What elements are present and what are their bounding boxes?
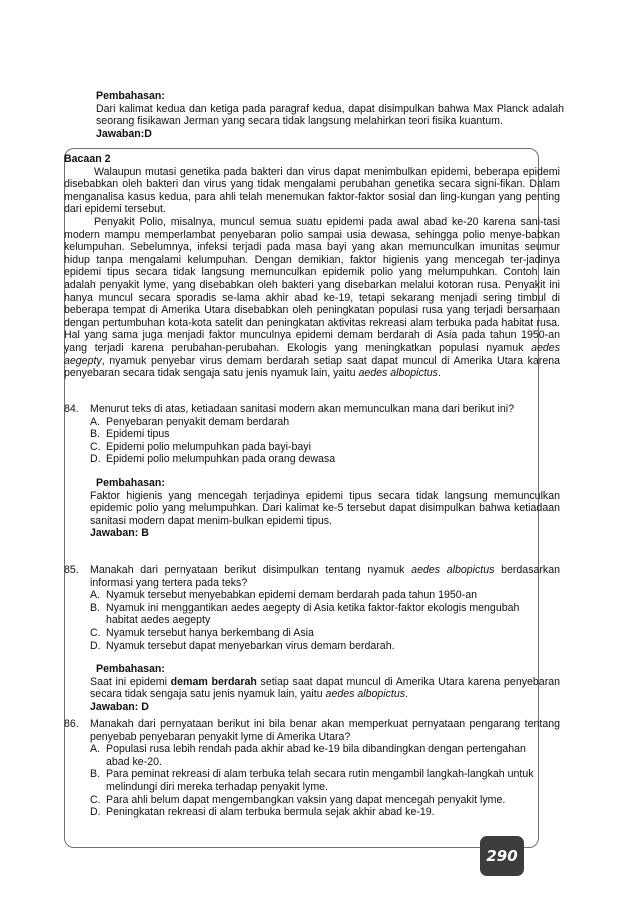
top-discussion-heading: Pembahasan: (96, 90, 165, 102)
option-c[interactable] (90, 794, 560, 807)
discussion-text (90, 676, 560, 701)
option-d[interactable] (90, 640, 560, 653)
question-86-stem (64, 718, 560, 743)
page-number: 290 (480, 836, 524, 876)
question-85 (64, 564, 560, 714)
top-discussion-answer: Jawaban:D (96, 127, 152, 140)
option-letter: A. (90, 415, 101, 428)
option-letter: A. (90, 589, 101, 602)
reading-p2-text-a: Penyakit Polio, misalnya, muncul semua suatu epidemi pada awal abad ke-20 karena sani-tasi modern mampu memperlambat penyebaran polio sampai usia dewasa, sehingga polio menye-babkan kelumpuhan. Sebelumnya, infeksi terjadi pada masa bayi yang akan memunculkan imunitas seumur hidup tanpa mengalami kelumpuhan. Dengan demikian, faktor higienis yang mencegah ter-jadinya epidemi tipus secara tidak langsung memunculkan epidemik polio yang melumpuhkan. Contoh lain adalah penyakit lyme, yang disebabkan oleh bakteri yang disebarkan melalui kotoran rusa. Penyakit ini hanya muncul secara sporadis se-lama akhir abad ke-19, tetapi sekarang menjadi sering timbul di beberapa tempat di Amerika Utara disebabkan oleh peningkatan populasi rusa yang terjadi bersamaan dengan pertumbuhan kota-kota satelit dan peningkatan aktivitas rekreasi alam terbuka pada habitat rusa. Hal yang sama juga menjadi faktor munculnya epidemi demam berdarah di Asia pada tahun 1950-an yang terjadi karena perubahan-perubahan. Ekologis yang meningkatkan populasi nyamuk (64, 215, 560, 354)
option-letter: D. (90, 806, 101, 819)
question-text: Menurut teks di atas, ketiadaan sanitasi modern akan memunculkan mana dari berikut ini? (90, 403, 514, 415)
discussion-end: . (405, 688, 409, 701)
option-text: Peningkatan rekreasi di alam terbuka bermula sejak akhir abad ke-19. (106, 806, 435, 819)
top-discussion (96, 90, 564, 140)
option-text: Epidemi tipus (106, 428, 170, 441)
reading-p2-end: . (437, 367, 441, 380)
option-text: Epidemi polio melumpuhkan pada orang dewasa (106, 453, 336, 466)
option-text: Nyamuk ini menggantikan aedes aegepty di Asia ketika faktor-faktor ekologis mengubah habitat aedes aegepty (106, 601, 520, 627)
question-text (90, 564, 560, 589)
discussion-answer: Jawaban: D (90, 700, 149, 713)
question-species: aedes albopictus (411, 564, 495, 576)
option-text: Epidemi polio melumpuhkan pada bayi-bayi (106, 440, 311, 453)
option-c[interactable] (90, 627, 560, 640)
reading-passage (64, 153, 560, 380)
discussion-84 (90, 477, 560, 540)
discussion-85 (90, 663, 560, 713)
option-letter: D. (90, 639, 101, 652)
option-letter: D. (90, 453, 101, 466)
reading-p2-text-b: , nyamuk penyebar virus demam berdarah setiap saat dapat muncul di Amerika Utara karena penyebaran secara tidak sengaja satu jenis nyamuk lain, yaitu (64, 354, 560, 380)
question-number: 86. (64, 718, 79, 730)
answer-options (90, 743, 560, 819)
option-text: Populasi rusa lebih rendah pada akhir abad ke-19 bila dibandingkan dengan pertengahan abad ke-20. (106, 743, 526, 768)
option-a[interactable] (90, 416, 560, 429)
option-b[interactable] (90, 768, 540, 793)
question-text-b: berdasarkan informasi yang tertera pada teks? (90, 564, 560, 589)
question-text-a: Manakah dari pernyataan berikut disimpulkan tentang nyamuk (90, 564, 412, 576)
discussion-text-a: Saat ini epidemi (90, 675, 171, 688)
question-84-stem (64, 403, 560, 416)
discussion-heading: Pembahasan: (96, 663, 165, 676)
question-85-stem (64, 564, 560, 589)
option-b[interactable] (90, 428, 560, 441)
option-d[interactable] (90, 806, 560, 819)
reading-paragraph-1: Walaupun mutasi genetika pada bakteri dan virus dapat menimbulkan epidemi, beberapa epidemi disebabkan oleh bakteri dan virus yang tidak mengalami perubahan genetika secara signi-fikan. Dalam menganalisa kasus kedua, para ahli telah menemukan faktor-faktor sosial dan ling-kungan yang penting dari epidemi tersebut. (64, 165, 560, 216)
question-text: Manakah dari pernyataan berikut ini bila benar akan memperkuat pernyataan pengarang tentang penyebab penyebaran penyakit lyme di Amerika Utara? (90, 718, 560, 743)
discussion-species: aedes albopictus (325, 688, 406, 701)
option-a[interactable] (90, 743, 540, 768)
question-86 (64, 718, 560, 819)
option-letter: C. (90, 626, 101, 639)
top-discussion-text: Dari kalimat kedua dan ketiga pada paragraf kedua, dapat disimpulkan bahwa Max Planck adalah seorang fisikawan Jerman yang secara tidak langsung melahirkan teori fisika kuantum. (96, 102, 564, 128)
reading-paragraph-2 (64, 216, 560, 380)
option-letter: A. (90, 743, 101, 756)
reading-p2-species-1: aedes aegepty (64, 341, 560, 367)
option-letter: B. (90, 601, 101, 614)
option-b[interactable] (90, 602, 530, 627)
answer-options (90, 416, 560, 466)
option-text: Para peminat rekreasi di alam terbuka telah secara rutin mengambil langkah-langkah untuk melindungi diri mereka terhadap penyakit lyme. (106, 768, 534, 793)
option-letter: C. (90, 793, 101, 806)
reading-title: Bacaan 2 (64, 153, 111, 165)
answer-options (90, 589, 560, 652)
discussion-heading: Pembahasan: (96, 476, 165, 489)
option-a[interactable] (90, 589, 560, 602)
option-text: Penyebaran penyakit demam berdarah (106, 415, 290, 428)
option-letter: B. (90, 768, 101, 781)
discussion-highlight: demam berdarah (170, 675, 257, 688)
option-letter: B. (90, 428, 101, 441)
option-text: Nyamuk tersebut menyebabkan epidemi demam berdarah pada tahun 1950-an (106, 589, 478, 602)
option-text: Nyamuk tersebut hanya berkembang di Asia (106, 626, 314, 639)
question-number: 84. (64, 403, 79, 415)
discussion-text-b: setiap saat dapat muncul di Amerika Utara karena penyebaran secara tidak sengaja satu jenis nyamuk lain, yaitu (90, 675, 561, 701)
option-text: Para ahli belum dapat mengembangkan vaksin yang dapat mencegah penyakit lyme. (106, 793, 506, 806)
option-text: Nyamuk tersebut dapat menyebarkan virus demam berdarah. (106, 639, 395, 652)
option-c[interactable] (90, 441, 560, 454)
discussion-text: Faktor higienis yang mencegah terjadinya epidemi tipus secara tidak langsung memunculkan epidemic polio yang melumpuhkan. Dari kalimat ke-5 tersebut dapat disimpulkan bahwa ketiadaan sanitasi modern dapat menim-bulkan epidemi tipus. (90, 489, 560, 527)
option-letter: C. (90, 440, 101, 453)
reading-p2-species-2: aedes albopictus (358, 367, 438, 380)
question-84 (64, 403, 560, 540)
discussion-answer: Jawaban: B (90, 527, 149, 540)
question-number: 85. (64, 564, 79, 576)
option-d[interactable] (90, 453, 560, 466)
